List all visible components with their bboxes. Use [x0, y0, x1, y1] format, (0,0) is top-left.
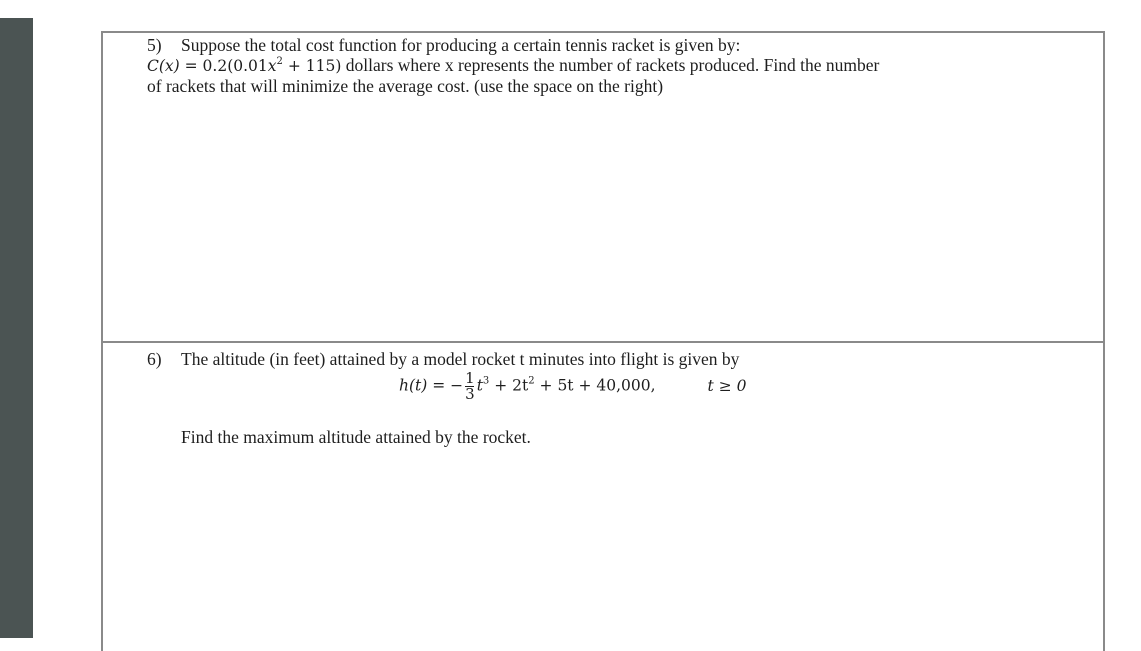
- fraction-denominator: 3: [465, 385, 475, 403]
- problem-5-line-3: of rackets that will minimize the average cost. (use the space on the right): [147, 76, 664, 96]
- problem-6-instruction: Find the maximum altitude attained by the rocket.: [181, 427, 531, 447]
- problem-5-line-1: [147, 35, 1107, 55]
- formula-variable: x: [267, 57, 277, 75]
- left-dark-sidebar: [0, 18, 33, 638]
- problem-6-number: 6): [147, 349, 162, 369]
- problem-5-line-2: [147, 55, 1107, 76]
- altitude-formula: [399, 371, 746, 413]
- problem-6-cell: [103, 343, 1103, 651]
- fraction-numerator: 1: [465, 369, 475, 387]
- problem-5-text: [147, 35, 1107, 96]
- problem-6-line-1: [147, 349, 739, 369]
- problem-5-number: 5): [147, 35, 162, 55]
- formula-part-a: 0.2(0.01: [202, 57, 268, 75]
- problem-5-cell: [103, 33, 1103, 343]
- formula-part-b: + 115): [282, 57, 342, 75]
- worksheet-table: [101, 31, 1105, 651]
- problem-5-line-2-text: dollars where x represents the number of rackets produced. Find the number: [341, 55, 880, 75]
- formula-exponent: 2: [276, 56, 283, 67]
- term-3: + 5t + 40,000,: [534, 376, 656, 395]
- fraction-one-third: [465, 371, 475, 402]
- term-1: t: [476, 376, 483, 395]
- problem-5-statement: Suppose the total cost function for producing a certain tennis racket is given by:: [181, 35, 741, 55]
- problem-6-statement: The altitude (in feet) attained by a model rocket t minutes into flight is given by: [181, 349, 740, 369]
- term-1-exponent: 3: [482, 375, 490, 387]
- formula-lhs: h(t) = −: [399, 376, 464, 395]
- term-2-exponent: 2: [528, 375, 535, 387]
- term-2: + 2t: [489, 376, 529, 395]
- formula-lhs: C(x) =: [147, 57, 203, 75]
- cost-function-formula: [147, 57, 341, 75]
- domain-condition: t ≥ 0: [707, 376, 747, 395]
